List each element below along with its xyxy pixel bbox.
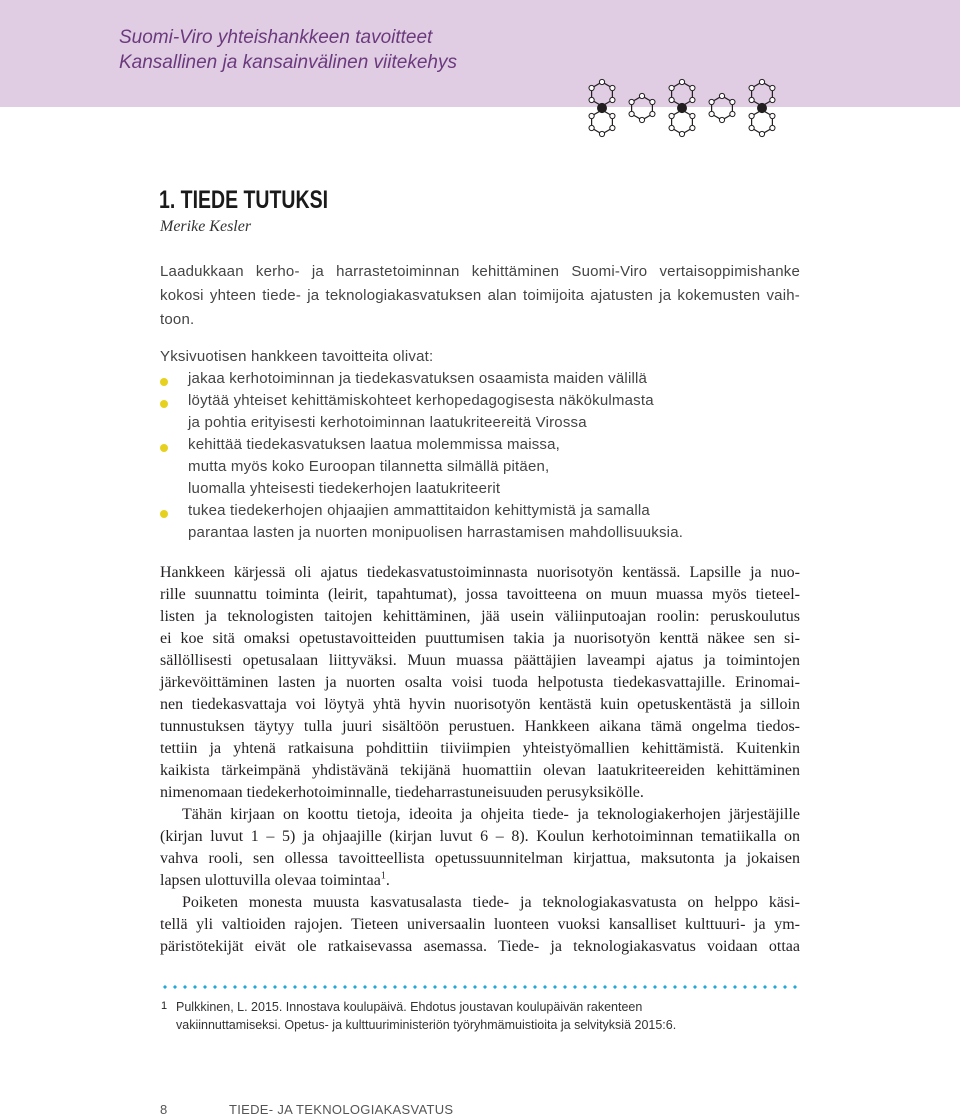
molecule-atom <box>669 97 674 102</box>
molecule-atom <box>730 111 735 116</box>
molecule-atom <box>690 125 695 130</box>
molecule-atom <box>599 131 604 136</box>
running-title: TIEDE- JA TEKNOLOGIAKASVATUS <box>229 1102 454 1117</box>
molecule-atom <box>770 125 775 130</box>
molecule-atom <box>749 97 754 102</box>
bullet-marker <box>160 378 168 386</box>
body-line-text: lapsen ulottuvilla olevaa toimintaa <box>160 872 381 889</box>
molecule-atom <box>690 85 695 90</box>
body-line: tettiin ja yhtenä ratkaisuna pohdittiin tiiviimpien yhteistyömallien kehittämistä. Kuitenkin <box>160 740 800 757</box>
molecule-atom <box>770 113 775 118</box>
footnote-separator <box>160 985 800 989</box>
molecule-atom <box>770 85 775 90</box>
body-line: Hankkeen kärjessä oli ajatus tiedekasvatustoiminnasta nuorisotyön kentässä. Lapsille ja nuo- <box>160 564 800 581</box>
intro-line: toon. <box>160 311 195 328</box>
molecule-atom <box>730 99 735 104</box>
molecule-ring <box>632 96 653 120</box>
molecule-atom <box>709 111 714 116</box>
molecule-atom <box>639 117 644 122</box>
body-line: listen ja teknologisten taitojen kehittäminen, jää usein väliinputoajan roolin: peruskoulutus <box>160 608 800 625</box>
molecule-core <box>597 103 607 113</box>
body-line-indent: Poiketen monesta muusta kasvatusalasta tiede- ja teknologiakasvatusta on helppo käsi- <box>182 894 800 911</box>
molecule-core <box>757 103 767 113</box>
goal-item-cont: ja pohtia erityisesti kerhotoiminnan laatukriteereitä Virossa <box>188 414 587 431</box>
molecule-atom <box>749 113 754 118</box>
molecule-atom <box>669 85 674 90</box>
goal-item-cont: luomalla yhteisesti tiedekerhojen laatukriteerit <box>188 480 501 497</box>
molecule-ring <box>712 96 733 120</box>
molecule-ring <box>672 110 693 134</box>
molecule-atom <box>709 99 714 104</box>
goal-item-cont: parantaa lasten ja nuorten monipuolisen harrastamisen mahdollisuuksia. <box>188 524 684 541</box>
body-line: nen tiedekasvattaja voi löytyä yhtä hyvin nuorisotyön kentästä kuin opetuskentästä ja silloin <box>160 696 800 713</box>
molecule-atom <box>749 125 754 130</box>
molecule-atom <box>610 113 615 118</box>
molecule-atom <box>610 97 615 102</box>
molecule-ring <box>752 110 773 134</box>
bullet-marker <box>160 444 168 452</box>
molecule-atom <box>669 125 674 130</box>
molecule-atom <box>629 99 634 104</box>
molecule-ring <box>592 110 613 134</box>
molecule-atom <box>770 97 775 102</box>
goal-item: kehittää tiedekasvatuksen laatua molemmissa maissa, <box>188 436 561 453</box>
molecule-atom <box>690 97 695 102</box>
molecule-atom <box>650 111 655 116</box>
body-line <box>160 872 800 890</box>
body-line: nimenomaan tiedekerhotoiminnalle, tiedeharrastuneisuuden perusyksikölle. <box>160 784 644 801</box>
body-line: sällöllisesti opetusalaan liittyväksi. Muun muassa päättäjien laveampi ajatus ja toimintojen <box>160 652 800 669</box>
goal-item: löytää yhteiset kehittämiskohteet kerhopedagogisesta näkökulmasta <box>188 392 654 409</box>
page-number: 8 <box>160 1102 168 1117</box>
molecule-atom <box>589 97 594 102</box>
body-line: vahva rooli, sen ollessa tavoitteellista opetussuunnitelman kirjattua, maksutonta ja jokaisen <box>160 850 800 867</box>
molecule-ring <box>672 82 693 106</box>
footnote-reference[interactable]: 1 <box>380 870 386 882</box>
molecule-atom <box>749 85 754 90</box>
molecule-atom <box>629 111 634 116</box>
sentence-end: . <box>385 872 390 889</box>
goals-intro: Yksivuotisen hankkeen tavoitteita olivat: <box>160 348 434 365</box>
molecule-atom <box>719 93 724 98</box>
molecule-atom <box>669 113 674 118</box>
molecule-atom <box>759 131 764 136</box>
molecule-atom <box>679 131 684 136</box>
molecule-atom <box>639 93 644 98</box>
molecule-atom <box>610 125 615 130</box>
footnote-line: Pulkkinen, L. 2015. Innostava koulupäivä. Ehdotus joustavan koulupäivän rakenteen <box>176 1000 643 1014</box>
body-line: tellä yli valtioiden rajojen. Tieteen universaalin luonteen vuoksi kansalliset kulttuuri- ja ym- <box>160 916 800 933</box>
body-line: rille suunnattu toiminta (leirit, tapahtumat), jossa tavoitteena on muun muassa myös tieteel- <box>160 586 800 603</box>
author-name: Merike Kesler <box>160 218 252 235</box>
molecule-atom <box>599 79 604 84</box>
molecule-ring <box>752 82 773 106</box>
intro-line: kokosi yhteen tiede- ja teknologiakasvatuksen alan toimijoita ajatusten ja kokemusten vaih- <box>160 287 800 304</box>
intro-line: Laadukkaan kerho- ja harrastetoiminnan kehittäminen Suomi-Viro vertaisoppimishanke <box>160 263 800 280</box>
molecule-atom <box>589 85 594 90</box>
header-title-line2: Kansallinen ja kansainvälinen viitekehys <box>119 52 457 73</box>
footnote-number: 1 <box>161 1000 168 1012</box>
molecule-atom <box>719 117 724 122</box>
goal-item: jakaa kerhotoiminnan ja tiedekasvatuksen osaamista maiden välillä <box>188 370 648 387</box>
molecule-atom <box>589 125 594 130</box>
body-line: järkevöittäminen lasten ja nuorten osalta voisi tuoda helpotusta tiedekasvattajille. Erinomai- <box>160 674 800 691</box>
body-line: kaikista tärkeimpänä yhdistävänä tekijänä huomattiin olevan laatukriteereiden kehittäminen <box>160 762 800 779</box>
molecule-atom <box>610 85 615 90</box>
goal-item-cont: mutta myös koko Euroopan tilannetta silmällä pitäen, <box>188 458 550 475</box>
molecule-ring <box>592 82 613 106</box>
body-line: (kirjan luvut 1 – 5) ja ohjaajille (kirjan luvut 6 – 8). Koulun kerhotoiminnan tematiikalla on <box>160 828 800 845</box>
body-line: ei koe sitä omaksi opetustavoitteiden puuttumisen takia ja nuorisotyön kenttä näkee sen si- <box>160 630 800 647</box>
molecule-atom <box>759 79 764 84</box>
molecule-core <box>677 103 687 113</box>
body-line: päristötekijät eivät ole ratkaisevassa asemassa. Tiede- ja teknologiakasvatus voidaan ottaa <box>160 938 800 955</box>
molecule-atom <box>589 113 594 118</box>
bullet-marker <box>160 400 168 408</box>
header-title-line1: Suomi-Viro yhteishankkeen tavoitteet <box>119 27 433 48</box>
molecule-atom <box>650 99 655 104</box>
molecule-hexagon-icon <box>574 72 790 144</box>
bullet-marker <box>160 510 168 518</box>
footnote-line: vakiinnuttamiseksi. Opetus- ja kulttuuriministeriön työryhmämuistioita ja selvityksiä 2015:6. <box>176 1018 677 1032</box>
body-line-indent: Tähän kirjaan on koottu tietoja, ideoita ja ohjeita tiede- ja teknologiakerhojen järjestäjille <box>182 806 800 823</box>
chapter-title: 1. TIEDE TUTUKSI <box>159 186 329 214</box>
molecule-atom <box>679 79 684 84</box>
body-line: tunnustuksen täytyy tulla juuri sisältöön perustuen. Hankkeen aikana tämä ongelma tiedos- <box>160 718 800 735</box>
goal-item: tukea tiedekerhojen ohjaajien ammattitaidon kehittymistä ja samalla <box>188 502 650 519</box>
molecule-atom <box>690 113 695 118</box>
